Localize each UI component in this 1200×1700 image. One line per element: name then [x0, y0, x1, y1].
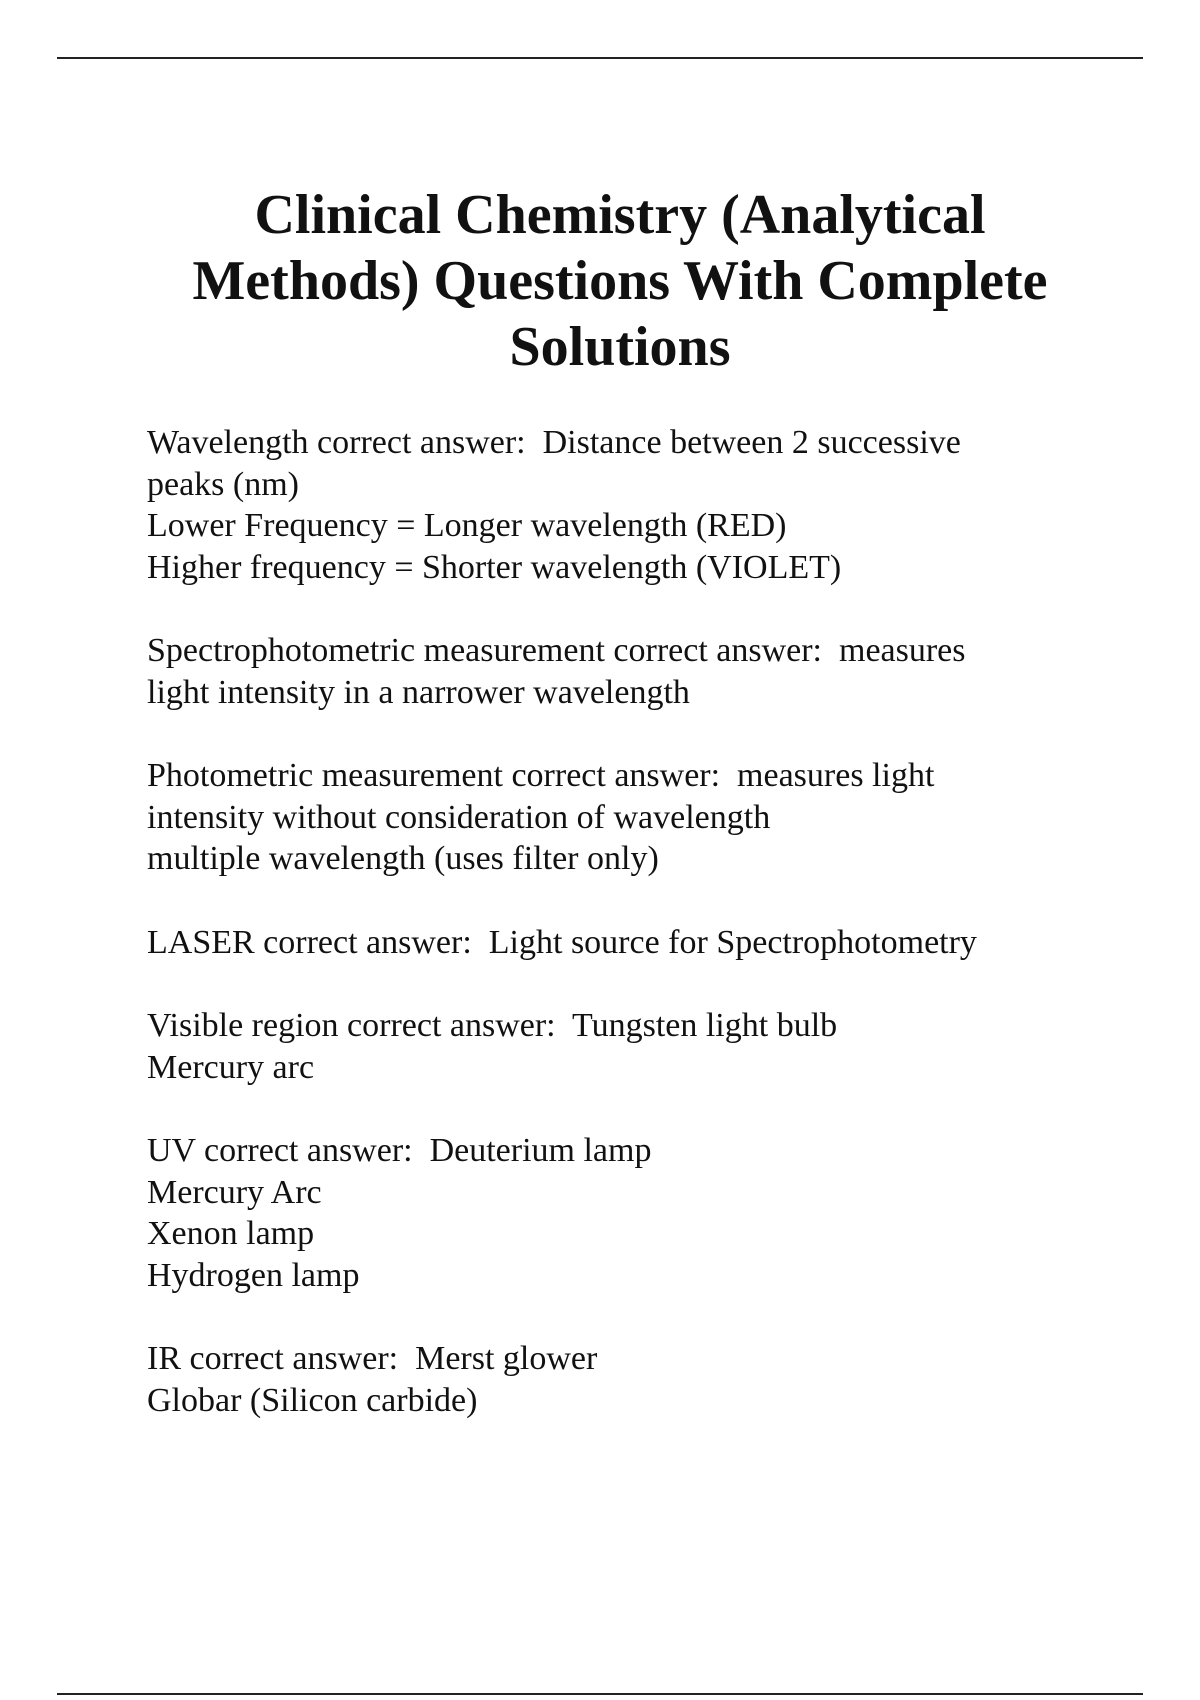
qa-entry-ir — [147, 1338, 1107, 1421]
entry-line: Higher frequency = Shorter wavelength (VIOLET) — [147, 548, 842, 586]
entry-line: Visible region correct answer: Tungsten light bulb — [147, 1007, 838, 1044]
entry-line: Spectrophotometric measurement correct answer: measures — [147, 632, 966, 669]
entry-line: peaks (nm) — [147, 465, 300, 503]
entry-line: intensity without consideration of wavelength — [147, 798, 771, 836]
document-title — [150, 182, 1090, 380]
entry-line: UV correct answer: Deuterium lamp — [147, 1132, 652, 1169]
top-divider — [57, 57, 1143, 59]
title-line-1: Clinical Chemistry (Analytical — [254, 184, 986, 246]
entry-line: Mercury arc — [147, 1048, 315, 1086]
entry-line: Xenon lamp — [147, 1215, 315, 1252]
entry-line: Photometric measurement correct answer: measures light — [147, 757, 935, 794]
entry-line: LASER correct answer: Light source for Spectrophotometry — [147, 923, 977, 961]
qa-entry-uv — [147, 1130, 1107, 1296]
entry-line: Globar (Silicon carbide) — [147, 1381, 478, 1419]
entry-line: multiple wavelength (uses filter only) — [147, 840, 659, 877]
qa-entry-spectrophotometric — [147, 630, 1107, 713]
qa-entry-visible-region — [147, 1005, 1107, 1088]
entry-line: Wavelength correct answer: Distance between 2 successive — [147, 424, 961, 461]
title-line-2: Methods) Questions With Complete — [192, 250, 1048, 312]
qa-entry-wavelength — [147, 422, 1107, 588]
qa-entry-laser — [147, 922, 1107, 964]
title-line-3: Solutions — [509, 316, 731, 378]
entry-line: Hydrogen lamp — [147, 1256, 360, 1294]
qa-entry-photometric — [147, 755, 1107, 880]
entry-line: IR correct answer: Merst glower — [147, 1340, 598, 1377]
entry-line: light intensity in a narrower wavelength — [147, 673, 690, 711]
entry-line: Lower Frequency = Longer wavelength (RED) — [147, 507, 787, 544]
document-body — [147, 422, 1107, 1463]
entry-line: Mercury Arc — [147, 1173, 322, 1211]
bottom-divider — [57, 1693, 1143, 1695]
